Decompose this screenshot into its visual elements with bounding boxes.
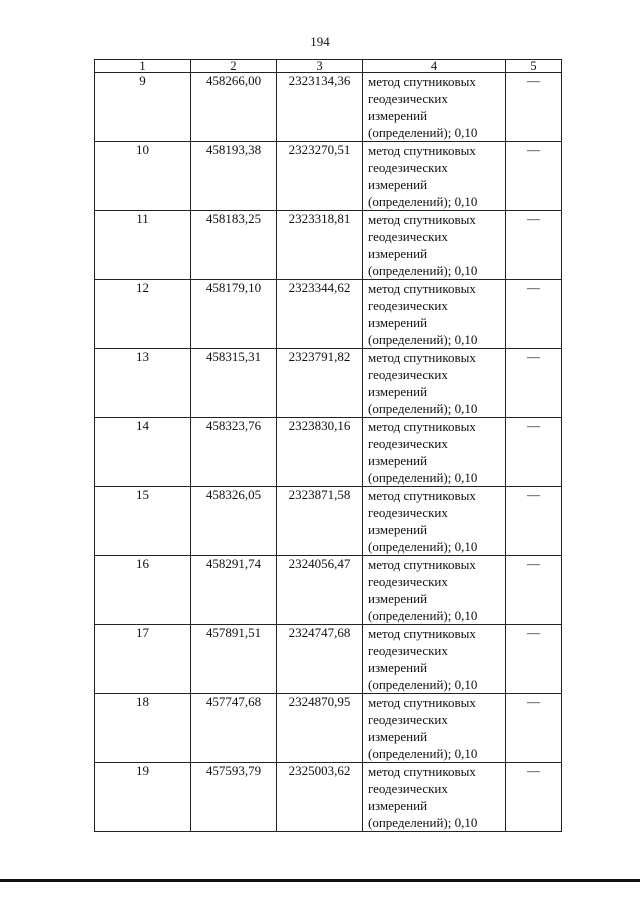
table-row: [95, 349, 562, 418]
point-number-cell: 13: [95, 349, 191, 418]
table-row: [95, 625, 562, 694]
method-line: геодезических: [368, 574, 448, 589]
note-cell: —: [506, 73, 562, 142]
method-line: (определений); 0,10: [368, 677, 478, 692]
method-line: метод спутниковых: [368, 281, 476, 296]
method-line: геодезических: [368, 781, 448, 796]
x-coordinate-cell: 458291,74: [191, 556, 277, 625]
method-line: геодезических: [368, 643, 448, 658]
method-line: геодезических: [368, 505, 448, 520]
method-line: геодезических: [368, 712, 448, 727]
method-cell: [363, 142, 506, 211]
method-line: (определений); 0,10: [368, 194, 478, 209]
x-coordinate-cell: 458183,25: [191, 211, 277, 280]
note-cell: —: [506, 142, 562, 211]
y-coordinate-cell: 2324747,68: [277, 625, 363, 694]
point-number-cell: 17: [95, 625, 191, 694]
y-coordinate-cell: 2323791,82: [277, 349, 363, 418]
note-cell: —: [506, 418, 562, 487]
point-number-cell: 14: [95, 418, 191, 487]
y-coordinate-cell: 2324870,95: [277, 694, 363, 763]
method-line: (определений); 0,10: [368, 815, 478, 830]
method-cell: [363, 73, 506, 142]
method-line: (определений); 0,10: [368, 401, 478, 416]
method-line: метод спутниковых: [368, 764, 476, 779]
method-line: измерений: [368, 798, 428, 813]
method-line: (определений); 0,10: [368, 470, 478, 485]
coordinates-table: [94, 59, 562, 832]
x-coordinate-cell: 458326,05: [191, 487, 277, 556]
table-row: [95, 211, 562, 280]
y-coordinate-cell: 2323344,62: [277, 280, 363, 349]
table-row: [95, 694, 562, 763]
method-cell: [363, 556, 506, 625]
method-line: метод спутниковых: [368, 74, 476, 89]
method-line: (определений); 0,10: [368, 746, 478, 761]
method-cell: [363, 349, 506, 418]
point-number-cell: 16: [95, 556, 191, 625]
note-cell: —: [506, 556, 562, 625]
method-line: (определений); 0,10: [368, 539, 478, 554]
point-number-cell: 9: [95, 73, 191, 142]
method-line: измерений: [368, 729, 428, 744]
method-cell: [363, 280, 506, 349]
table-row: [95, 487, 562, 556]
method-line: измерений: [368, 177, 428, 192]
method-line: метод спутниковых: [368, 143, 476, 158]
y-coordinate-cell: 2323830,16: [277, 418, 363, 487]
table-body: [95, 73, 562, 832]
x-coordinate-cell: 457593,79: [191, 763, 277, 832]
note-cell: —: [506, 763, 562, 832]
method-line: метод спутниковых: [368, 626, 476, 641]
x-coordinate-cell: 458179,10: [191, 280, 277, 349]
method-line: (определений); 0,10: [368, 263, 478, 278]
method-cell: [363, 487, 506, 556]
x-coordinate-cell: 458323,76: [191, 418, 277, 487]
method-line: измерений: [368, 315, 428, 330]
table-row: [95, 280, 562, 349]
y-coordinate-cell: 2323871,58: [277, 487, 363, 556]
point-number-cell: 15: [95, 487, 191, 556]
note-cell: —: [506, 625, 562, 694]
y-coordinate-cell: 2323270,51: [277, 142, 363, 211]
note-cell: —: [506, 280, 562, 349]
point-number-cell: 12: [95, 280, 191, 349]
method-cell: [363, 211, 506, 280]
method-line: (определений); 0,10: [368, 608, 478, 623]
note-cell: —: [506, 211, 562, 280]
point-number-cell: 10: [95, 142, 191, 211]
point-number-cell: 11: [95, 211, 191, 280]
method-line: измерений: [368, 108, 428, 123]
method-cell: [363, 763, 506, 832]
method-line: геодезических: [368, 160, 448, 175]
method-line: метод спутниковых: [368, 695, 476, 710]
table-header-row: [95, 60, 562, 73]
method-line: метод спутниковых: [368, 557, 476, 572]
table-row: [95, 142, 562, 211]
x-coordinate-cell: 457747,68: [191, 694, 277, 763]
x-coordinate-cell: 458266,00: [191, 73, 277, 142]
method-line: метод спутниковых: [368, 212, 476, 227]
x-coordinate-cell: 457891,51: [191, 625, 277, 694]
method-line: геодезических: [368, 436, 448, 451]
method-line: геодезических: [368, 91, 448, 106]
method-cell: [363, 418, 506, 487]
method-line: измерений: [368, 660, 428, 675]
method-line: измерений: [368, 453, 428, 468]
table-row: [95, 556, 562, 625]
y-coordinate-cell: 2325003,62: [277, 763, 363, 832]
x-coordinate-cell: 458315,31: [191, 349, 277, 418]
method-cell: [363, 694, 506, 763]
column-header-2: 2: [191, 60, 277, 73]
page-number: 194: [310, 34, 330, 49]
note-cell: —: [506, 487, 562, 556]
method-line: измерений: [368, 246, 428, 261]
method-line: измерений: [368, 522, 428, 537]
note-cell: —: [506, 694, 562, 763]
method-line: метод спутниковых: [368, 350, 476, 365]
method-line: метод спутниковых: [368, 488, 476, 503]
point-number-cell: 19: [95, 763, 191, 832]
column-header-3: 3: [277, 60, 363, 73]
table-row: [95, 418, 562, 487]
y-coordinate-cell: 2323134,36: [277, 73, 363, 142]
table-row: [95, 763, 562, 832]
method-cell: [363, 625, 506, 694]
column-header-5: 5: [506, 60, 562, 73]
column-header-1: 1: [95, 60, 191, 73]
method-line: геодезических: [368, 229, 448, 244]
x-coordinate-cell: 458193,38: [191, 142, 277, 211]
method-line: геодезических: [368, 367, 448, 382]
method-line: измерений: [368, 591, 428, 606]
note-cell: —: [506, 349, 562, 418]
method-line: геодезических: [368, 298, 448, 313]
point-number-cell: 18: [95, 694, 191, 763]
table-row: [95, 73, 562, 142]
y-coordinate-cell: 2324056,47: [277, 556, 363, 625]
method-line: метод спутниковых: [368, 419, 476, 434]
method-line: (определений); 0,10: [368, 125, 478, 140]
bottom-rule: [0, 879, 640, 882]
method-line: измерений: [368, 384, 428, 399]
column-header-4: 4: [363, 60, 506, 73]
y-coordinate-cell: 2323318,81: [277, 211, 363, 280]
method-line: (определений); 0,10: [368, 332, 478, 347]
